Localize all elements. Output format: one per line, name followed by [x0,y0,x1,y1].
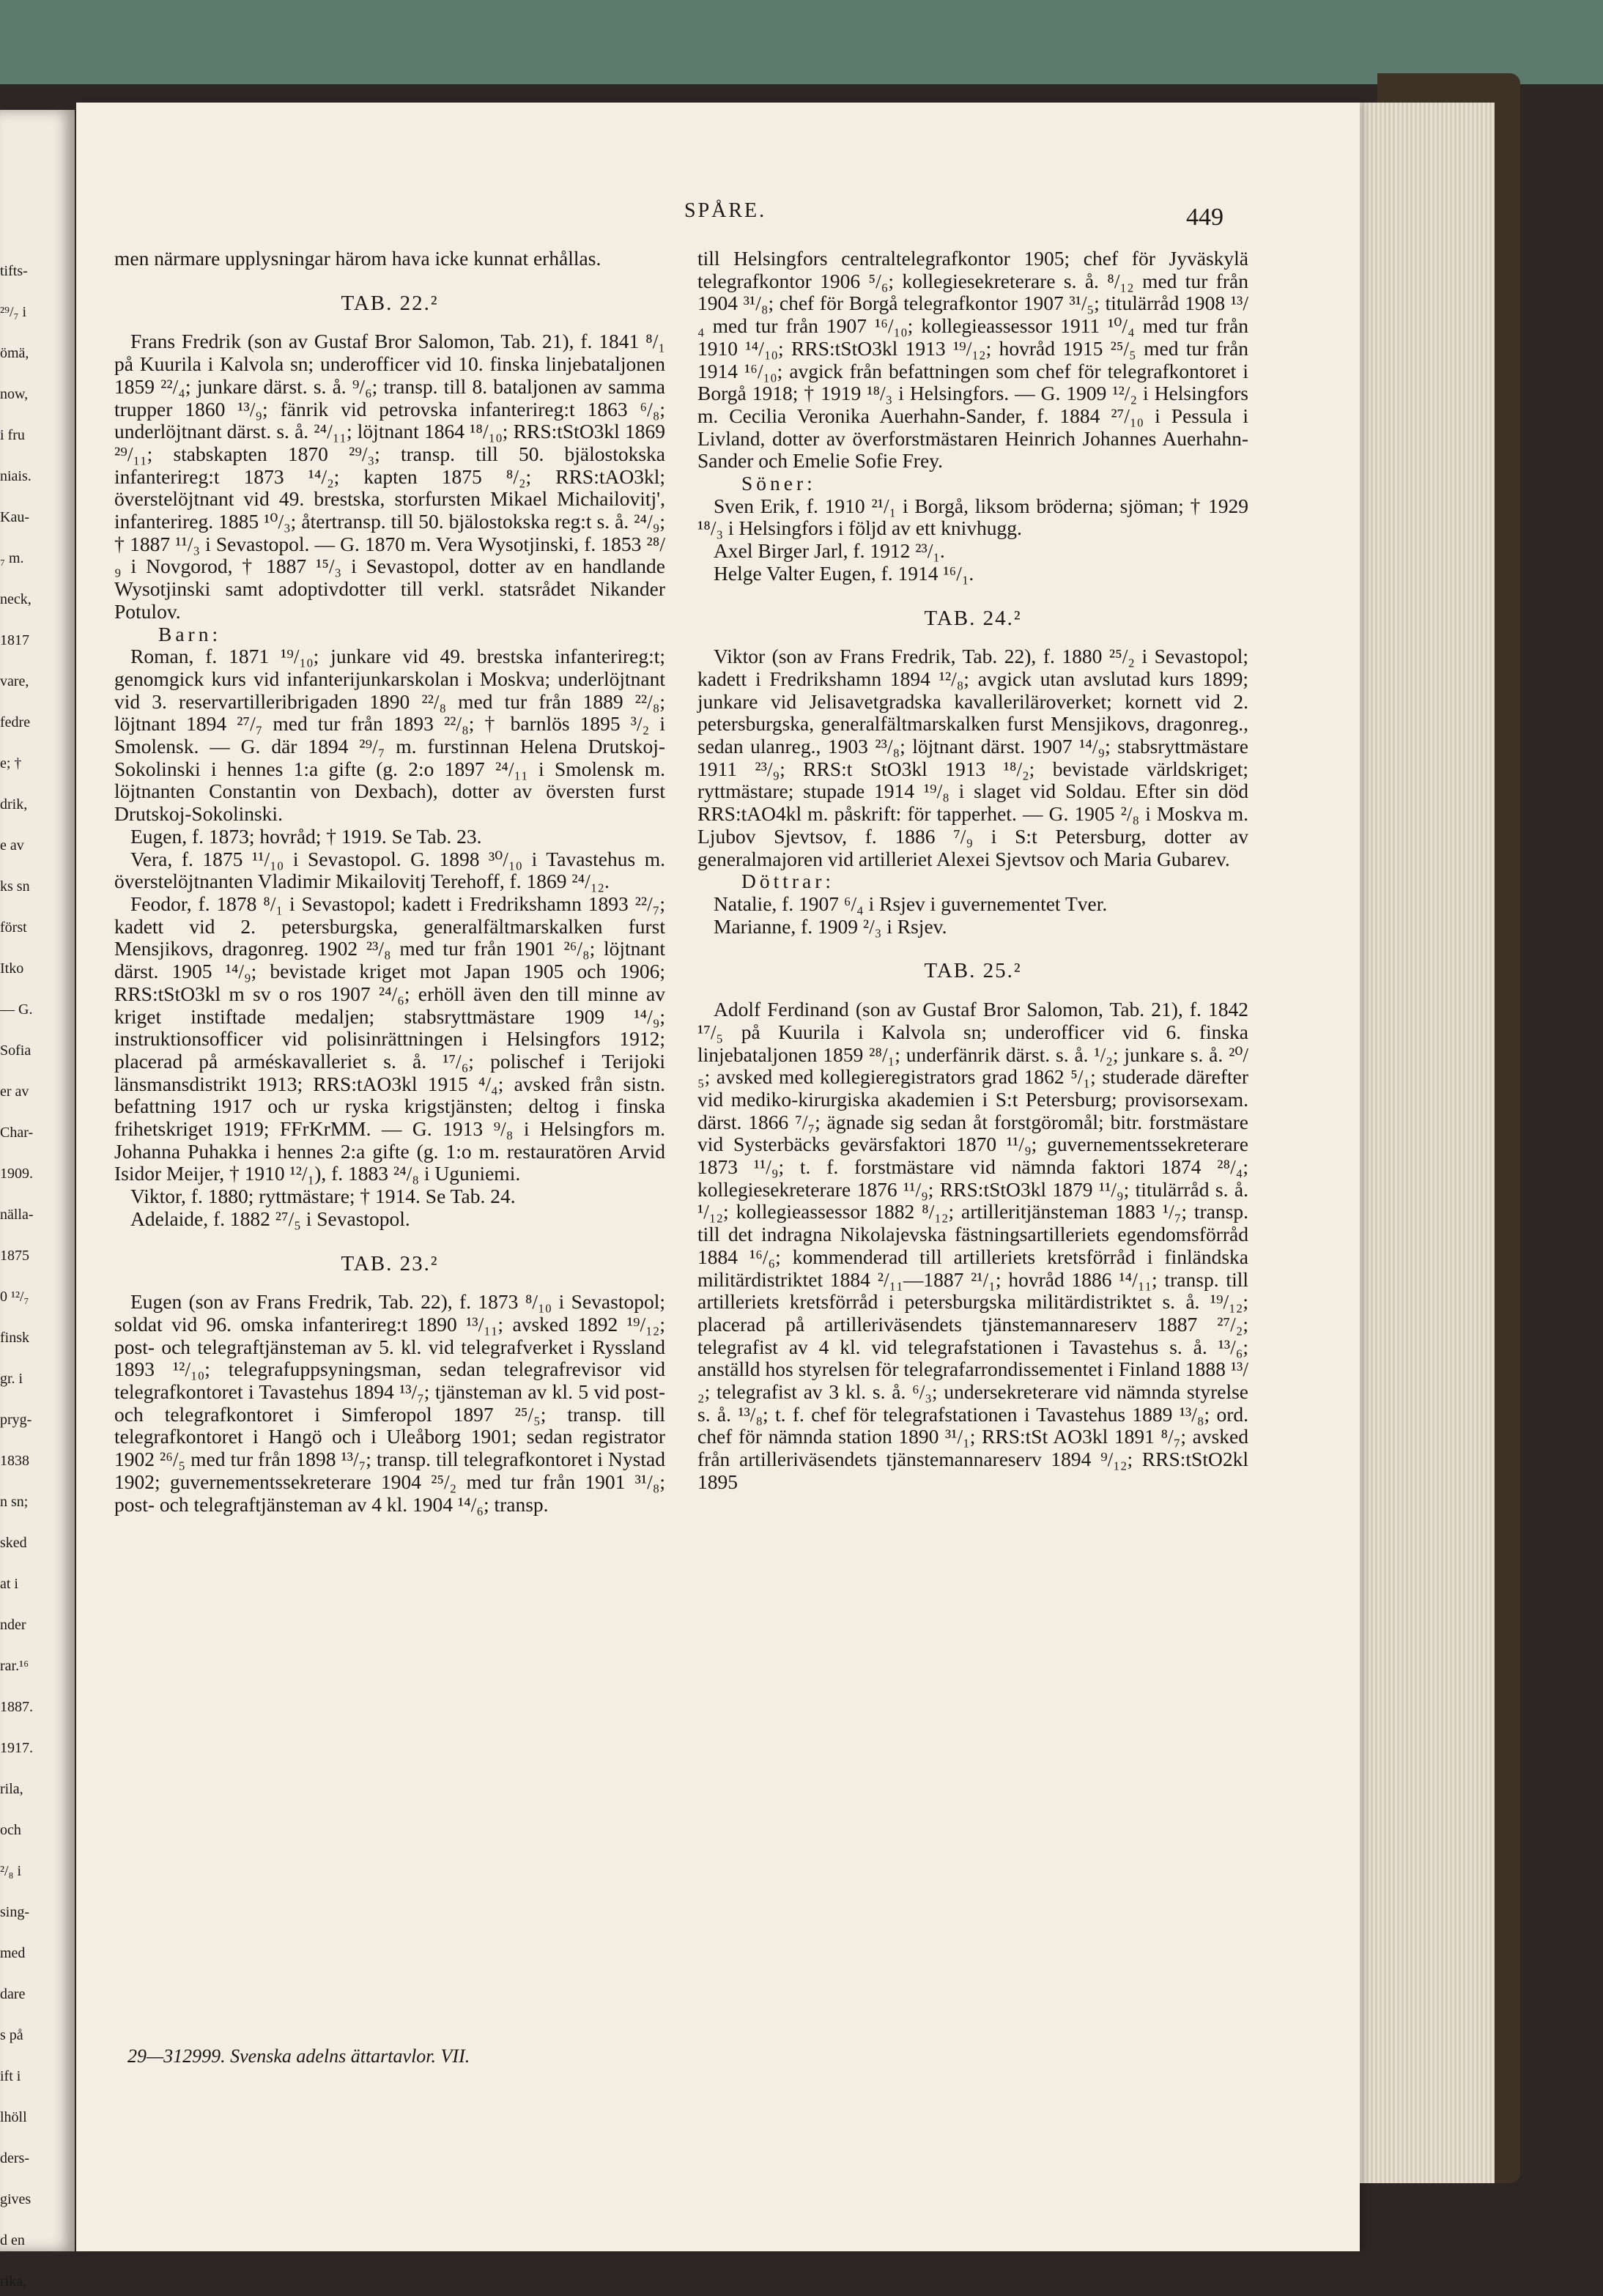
tab-25-heading: TAB. 25.² [924,959,1022,983]
previous-page-fragment: neck, [0,591,32,607]
previous-page-fragment: now, [0,386,29,402]
previous-page-fragment: lhöll [0,2109,27,2125]
child-entry: Eugen, f. 1873; hovråd; † 1919. Se Tab. 23. [130,824,482,848]
previous-page-fragment: rila, [0,1781,23,1797]
previous-page-fragment: nder [0,1617,26,1633]
tab-24-heading: TAB. 24.² [924,606,1022,630]
previous-page [0,110,75,2289]
daughter-entry: Natalie, f. 1907 ⁶/₄ i Rsjev i guvernementet Tver. [714,892,1108,915]
tab-22-heading: TAB. 22.² [341,291,439,315]
previous-page-fragment: fedre [0,714,31,730]
previous-page-fragment: at i [0,1576,18,1592]
previous-page-fragment: och [0,1822,21,1838]
previous-page-fragment: dare [0,1986,26,2002]
previous-page-fragment: 1909. [0,1166,33,1182]
previous-page-fragment: tifts- [0,263,28,279]
tab-23-continuation: till Helsingfors centraltelegrafkontor 1905; chef för Jyväskylä telegrafkontor 1906 ⁵/₆; kollegiesekreterare s. å. ⁸/₁₂ med tur från 1904 ³¹/₈; chef för Borgå telegrafkontor 1907 ³¹/₅; titulärråd 1908 ¹³/₄ med tur från 1907 ¹⁶/₁₀; kollegieassessor 1911 ¹⁰/₄ med tur från 1910 ¹⁴/₁₀; RRS:tStO3kl 1913 ¹⁹/₁₂; hovråd 1915 ²⁵/₅ med tur från 1914 ¹⁶/₁₀; avgick från befattningen som chef för telegrafkontoret i Borgå 1918; † 1919 ¹⁸/₃ i Helsingfors. — G. 1909 ¹²/₂ i Helsingfors m. Cecilia Veronika Auerhahn-Sander, f. 1884 ²⁷/₁₀ i Pessula i Livland, dotter av överforstmästaren Heinrich Johannes Auerhahn-Sander och Emelie Sofie Frey. [697,247,1248,473]
daughters-label: Döttrar: [741,870,835,893]
previous-page-fragment: Kau- [0,509,29,525]
previous-page-fragment: sing- [0,1904,29,1920]
previous-page-fragment: drik, [0,796,28,812]
previous-page-fragment: 1838 [0,1453,29,1469]
previous-page-fragment: ks sn [0,878,30,895]
previous-page-fragment: s på [0,2027,23,2043]
son-entry: Helge Valter Eugen, f. 1914 ¹⁶/₁. [714,561,974,585]
previous-page-fragment: Itko [0,960,24,977]
child-entry: Viktor, f. 1880; ryttmästare; † 1914. Se Tab. 24. [130,1185,516,1208]
previous-page-fragment: er av [0,1084,29,1100]
child-entry: Vera, f. 1875 ¹¹/₁₀ i Sevastopol. G. 1898 ³⁰/₁₀ i Tavastehus m. överstelöjtnanten Vladimir Mikailovitj Terehoff, f. 1869 ²⁴/₁₂. [114,847,665,893]
previous-page-fragment: 1917. [0,1740,33,1756]
previous-page-fragment: gives [0,2191,32,2207]
previous-page-fragment: e; † [0,755,22,771]
previous-page-fragment: med [0,1945,26,1961]
previous-page-fragment: Char- [0,1125,34,1141]
son-entry: Axel Birger Jarl, f. 1912 ²³/₁. [714,539,945,563]
intro-paragraph: men närmare upplysningar härom hava icke kunnat erhållas. [114,247,601,270]
previous-page-fragment: d en [0,2232,25,2248]
previous-page-fragment: ²/₈ i [0,1863,22,1879]
previous-page-fragment: rika, [0,2273,27,2289]
previous-page-fragment: 1875 [0,1248,29,1264]
right-column [697,248,1248,1494]
page-footer: 29—312999. Svenska adelns ättartavlor. VII. [127,2045,470,2067]
page-edges [1355,103,1495,2183]
previous-page-fragment: ₇ m. [0,550,24,566]
running-head: SPÅRE. [684,199,767,222]
previous-page-fragment: gr. i [0,1371,23,1387]
previous-page-fragment: ift i [0,2068,21,2084]
previous-page-fragment: ders- [0,2150,29,2166]
previous-page-fragment: 0 ¹²/₇ [0,1289,29,1305]
tab-22-main-entry: Frans Fredrik (son av Gustaf Bror Salomon, Tab. 21), f. 1841 ⁸/₁ på Kuurila i Kalvola sn; underofficer vid 10. finska linjebataljonen 1859 ²²/₄; junkare därst. s. å. ⁹/₆; transp. till 8. bataljonen av samma trupper 1860 ¹³/₉; fänrik vid petrovska infanterireg:t 1863 ⁶/₈; underlöjtnant därst. s. å. ²⁴/₁₁; löjtnant 1864 ¹⁸/₁₀; RRS:tStO3kl 1869 ²⁹/₁₁; stabskapten 1870 ²⁹/₃; transp. till 50. bjälostokska infanterireg:t 1873 ¹⁴/₂; kapten 1875 ⁸/₂; RRS:tAO3kl; överstelöjtnant vid 49. brestska, storfursten Mikael Michailovitj', infanterireg. 1885 ¹⁰/₃; återtransp. till 50. bjälostokska reg:t s. å. ²⁴/₉; † 1887 ¹¹/₃ i Sevastopol. — G. 1870 m. Vera Wysotjinski, f. 1853 ²⁸/₉ i Novgorod, † 1887 ¹⁵/₃ i Sevastopol, dotter av en handlande Wysotjinski samt adoptivdotter till verkl. statsrådet Nikander Potulov. [114,330,665,623]
previous-page-fragment: niais. [0,468,32,484]
previous-page-fragment: ²⁹/₇ i [0,304,27,320]
previous-page-fragment: Sofia [0,1043,32,1059]
sons-label: Söner: [741,472,816,495]
previous-page-fragment: i fru [0,427,25,443]
tab-24-main-entry: Viktor (son av Frans Fredrik, Tab. 22), f. 1880 ²⁵/₂ i Sevastopol; kadett i Fredrikshamn 1894 ¹²/₈; avgick utan avslutad kurs 1899; junkare vid Jelisavetgradska kavalleriläroverket; kornett vid 2. petersburgska, generalfältmarskalken furst Mensjikovs, dragonreg., sedan ulanreg., 1903 ²³/₈; löjtnant därst. 1907 ¹⁴/₉; stabsryttmästare 1911 ²³/₉; RRS:t StO3kl 1913 ¹⁸/₂; bevistade världskriget; ryttmästare; stupade 1914 ¹⁹/₈ i slaget vid Soldau. Efter sin död RRS:tAO4kl m. påskrift: för tapperhet. — G. 1905 ²/₈ i Moskva m. Ljubov Sjevtsov, f. 1886 ⁷/₉ i S:t Petersburg, dotter av generalmajoren vid artilleriet Alexei Sjevtsov och Maria Gubarev. [697,645,1248,870]
previous-page-fragment: nälla- [0,1207,34,1223]
previous-page-fragment: — G. [0,1001,33,1018]
previous-page-fragment: finsk [0,1330,29,1346]
tab-23-main-entry: Eugen (son av Frans Fredrik, Tab. 22), f. 1873 ⁸/₁₀ i Sevastopol; soldat vid 96. omska infanterireg:t 1890 ¹³/₁₁; avsked 1892 ¹⁹/₁₂; post- och telegraftjänsteman av 5. kl. vid telegrafverket i Ryssland 1893 ¹²/₁₀; telegrafuppsyningsman, sedan telegrafrevisor vid telegrafkontoret i Tavastehus 1894 ¹³/₇; tjänsteman av kl. 5 vid post- och telegrafkontoret i Simferopol 1897 ²⁵/₅; transp. till telegrafkontoret i Hangö och i Uleåborg 1901; sedan registrator 1902 ²⁶/₅ med tur från 1898 ¹³/₇; transp. till telegrafkontoret i Nystad 1902; guvernementssekreterare 1904 ²⁵/₂ med tur från 1901 ³¹/₈; post- och telegraftjänsteman av 4 kl. 1904 ¹⁴/₆; transp. [114,1290,665,1516]
children-label: Barn: [158,622,222,645]
child-entry: Roman, f. 1871 ¹⁹/₁₀; junkare vid 49. brestska infanterireg:t; genomgick kurs vid infanterijunkarskolan i Moskva; underlöjtnant vid 3. reservartilleribrigaden 1890 ²²/₈ med tur från 1889 ²²/₈; löjtnant 1894 ²⁷/₇ med tur från 1893 ²²/₈; † barnlös 1895 ³/₂ i Smolensk. — G. där 1894 ²⁹/₇ m. furstinnan Helena Drutskoj-Sokolinski i hennes 1:a gifte (g. 2:o 1897 ²⁴/₁₁ i Smolensk m. löjtnanten Constantin von Dexbach), dotter av översten furst Drutskoj-Sokolinski. [114,645,665,826]
previous-page-fragment: sked [0,1535,27,1551]
child-entry: Adelaide, f. 1882 ²⁷/₅ i Sevastopol. [130,1207,410,1230]
book-page [76,103,1360,2251]
previous-page-fragment: e av [0,837,24,853]
son-entry: Sven Erik, f. 1910 ²¹/₁ i Borgå, liksom bröderna; sjöman; † 1929 ¹⁸/₃ i Helsingfors i följd av ett knivhugg. [697,494,1248,540]
previous-page-fragment: 1887. [0,1699,33,1715]
previous-page-fragment: n sn; [0,1494,29,1510]
previous-page-fragment: 1817 [0,632,29,648]
tab-23-heading: TAB. 23.² [341,1251,439,1275]
previous-page-fragment: pryg- [0,1412,32,1428]
daughter-entry: Marianne, f. 1909 ²/₃ i Rsjev. [714,914,947,938]
child-entry: Feodor, f. 1878 ⁸/₁ i Sevastopol; kadett i Fredrikshamn 1893 ²²/₇; kadett vid 2. petersburgska, generalfältmarskalken furst Mensjikovs, dragonreg. 1902 ²³/₈ med tur från 1901 ²⁶/₈; löjtnant därst. 1905 ¹⁴/₉; bevistade kriget mot Japan 1905 och 1906; RRS:tStO3kl m sv o ros 1907 ²⁴/₆; erhöll även den till minne av kriget instiftade medaljen; stabsryttmästare 1909 ¹⁴/₉; instruktionsofficer vid polisinrättningen i Helsingfors 1912; placerad på arméskavalleriet s. å. ¹⁷/₆; polischef i Terijoki länsmansdistrikt 1913; RRS:tAO3kl 1915 ⁴/₄; avsked från sistn. befattning 1917 och ur ryska krigstjänsten; deltog i finska frihetskriget 1919; FFrKrMM. — G. 1913 ⁹/₈ i Helsingfors m. Johanna Puhakka i hennes 2:a gifte (g. 1:o m. restauratören Arvid Isidor Meijer, † 1910 ¹²/₁), f. 1883 ²⁴/₈ i Uguniemi. [114,892,665,1185]
tab-25-main-entry: Adolf Ferdinand (son av Gustaf Bror Salomon, Tab. 21), f. 1842 ¹⁷/₅ på Kuurila i Kalvola sn; underofficer vid 6. finska linjebataljonen 1859 ²⁸/₁; underfänrik därst. s. å. ¹/₂; junkare s. å. ²⁰/₅; avsked med kollegieregistrators grad 1862 ⁵/₁; studerade därefter vid mediko-kirurgiska akademien i S:t Petersburg; provisorsexam. därst. 1866 ⁷/₇; ägnade sig sedan åt forstgöromål; bitr. forstmästare vid Systerbäcks gevärsfaktori 1870 ¹¹/₉; guvernementssekreterare 1873 ¹¹/₉; t. f. forstmästare vid nämnda faktori 1874 ²⁸/₄; kollegiesekreterare 1876 ¹¹/₉; RRS:tStO3kl 1879 ¹¹/₉; titulärråd s. å. ¹/₁₂; kollegieassessor 1882 ⁸/₁₂; artilleritjänsteman 1883 ¹/₇; transp. till det indragna Nikolajevska fästningsartilleriets egendomsförråd 1884 ¹⁶/₆; kommenderad till artilleriets kretsförråd i finländska militärdistriktet 1884 ²/₁₁—1887 ²¹/₁; hovråd 1886 ¹⁴/₁₁; transp. till artilleriets kretsförråd i petersburgska militärdistriktet s. å. ¹⁹/₁₂; placerad på artilleriväsendets tjänstemannareserv 1887 ²⁷/₂; telegrafist av 4 kl. vid telegrafstationen i Tavastehus s. å. ¹³/₆; anställd hos styrelsen för telegrafarrondissementet i Finland 1888 ¹³/₂; telegrafist av 3 kl. s. å. ⁶/₃; undersekreterare vid nämnda styrelse s. å. ¹³/₈; t. f. chef för telegrafstationen i Tavastehus 1889 ¹³/₈; ord. chef för nämnda station 1890 ³¹/₁; RRS:tSt AO3kl 1891 ⁸/₇; avsked från artilleriväsendets tjänstemannareserv 1894 ⁹/₁₂; RRS:tStO2kl 1895 [697,998,1248,1493]
previous-page-fragment: först [0,919,27,936]
page-number: 449 [1186,204,1223,231]
left-column [114,248,665,1516]
background-strip [0,0,1603,84]
previous-page-fragment: vare, [0,673,29,689]
previous-page-fragment: ömä, [0,345,29,361]
previous-page-fragment: rar.¹⁶ [0,1658,29,1674]
